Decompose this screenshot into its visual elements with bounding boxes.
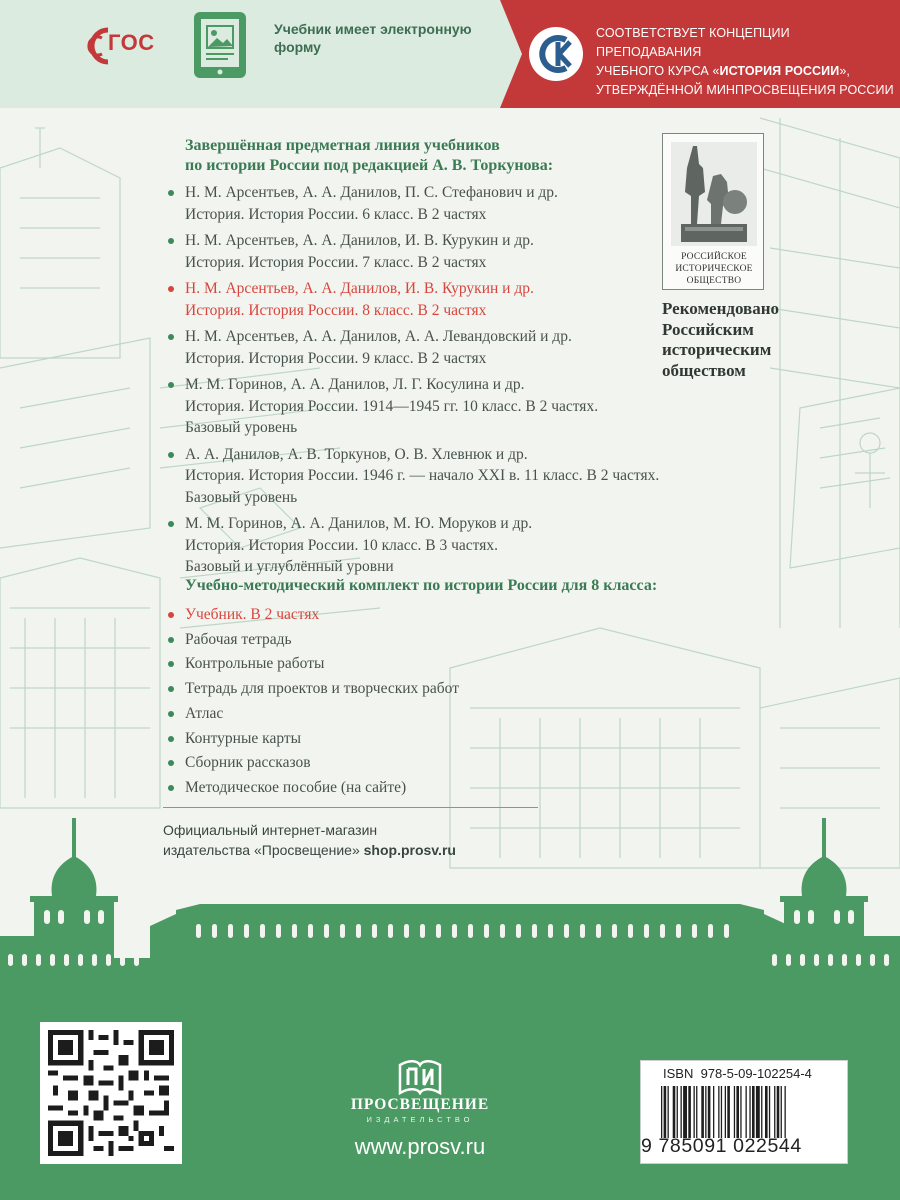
kit-item-current: Учебник. В 2 частях	[166, 603, 586, 628]
book-item: Н. М. Арсентьев, А. А. Данилов, А. А. Левандовский и др. История. История России. 9 класс. В 2 частях	[166, 326, 726, 369]
concept-line1: СООТВЕТСТВУЕТ КОНЦЕПЦИИ ПРЕПОДАВАНИЯ	[596, 26, 790, 59]
barcode-bar	[673, 1086, 676, 1138]
ik-logo-icon	[528, 26, 584, 82]
book-item: Н. М. Арсентьев, А. А. Данилов, П. С. Стефанович и др. История. История России. 6 класс. В 2 частях	[166, 182, 726, 225]
barcode-bar	[761, 1086, 762, 1138]
book-item: А. А. Данилов, А. В. Торкунов, О. В. Хлевнюк и др. История. История России. 1946 г. — начало XXI в. 11 класс. В 2 частях. Базовый уровень	[166, 444, 726, 509]
concept-line3: УТВЕРЖДЁННОЙ МИНПРОСВЕЩЕНИЯ РОССИИ	[596, 83, 894, 97]
kit-item: Методическое пособие (на сайте)	[166, 776, 586, 801]
barcode-bar	[708, 1086, 711, 1138]
bullet-icon	[168, 686, 174, 692]
barcode-bar	[781, 1086, 782, 1138]
bullet-icon	[168, 190, 174, 196]
barcode-bar	[661, 1086, 662, 1138]
bullet-icon	[168, 334, 174, 340]
book-item: М. М. Горинов, А. А. Данилов, М. Ю. Моруков и др. История. История России. 10 класс. В 3 частях. Базовый и углублённый уровни	[166, 513, 726, 578]
barcode-bar	[727, 1086, 730, 1138]
kit-item: Сборник рассказов	[166, 751, 586, 776]
book-item-current: Н. М. Арсентьев, А. А. Данилов, И. В. Курукин и др. История. История России. 8 класс. В 2 частях	[166, 278, 726, 321]
barcode-bar	[749, 1086, 750, 1138]
book-item: М. М. Горинов, А. А. Данилов, Л. Г. Косулина и др. История. История России. 1914—1945 гг. 10 класс. В 2 частях. Базовый уровень	[166, 374, 726, 439]
publisher-logo-icon	[390, 1055, 450, 1095]
skyline-silhouette	[0, 818, 900, 978]
barcode-bar	[746, 1086, 747, 1138]
barcode-bar	[752, 1086, 755, 1138]
series-intro-line2: по истории России под редакцией А. В. Торкунова:	[185, 157, 554, 174]
shop-line2: издательства «Просвещение» shop.prosv.ru	[163, 842, 456, 858]
bullet-icon	[168, 238, 174, 244]
kit-item: Рабочая тетрадь	[166, 628, 586, 653]
barcode-bar	[785, 1086, 786, 1138]
isbn-digits: 9 785091 022544	[641, 1135, 802, 1157]
publisher-name: ПРОСВЕЩЕНИЕ	[350, 1096, 490, 1113]
divider	[163, 807, 538, 808]
barcode-bar	[756, 1086, 760, 1138]
series-intro	[185, 136, 645, 176]
barcode-icon	[661, 1086, 845, 1138]
book-list	[166, 182, 726, 583]
book-item: Н. М. Арсентьев, А. А. Данилов, И. В. Курукин и др. История. История России. 7 класс. В 2 частях	[166, 230, 726, 273]
barcode-bar	[740, 1086, 741, 1138]
barcode-bar	[694, 1086, 695, 1138]
concept-text	[596, 24, 896, 100]
concept-line2: УЧЕБНОГО КУРСА «ИСТОРИЯ РОССИИ»,	[596, 64, 850, 78]
barcode-bar	[701, 1086, 704, 1138]
kit-list	[166, 603, 586, 801]
shop-line1: Официальный интернет-магазин	[163, 822, 378, 838]
panel-notch	[500, 0, 522, 108]
bullet-icon	[168, 661, 174, 667]
publisher-url-link[interactable]: www.prosv.ru	[354, 1134, 486, 1159]
publisher-subtitle: ИЗДАТЕЛЬСТВО	[366, 1115, 474, 1124]
barcode-bar	[718, 1086, 719, 1138]
kit-item: Атлас	[166, 702, 586, 727]
bullet-icon	[168, 382, 174, 388]
tablet-icon	[190, 10, 250, 80]
rio-badge	[662, 133, 764, 290]
kit-item: Тетрадь для проектов и творческих работ	[166, 677, 586, 702]
barcode-bar	[725, 1086, 726, 1138]
qr-code[interactable]	[40, 1022, 182, 1164]
barcode-bar	[734, 1086, 735, 1138]
bullet-icon	[168, 452, 174, 458]
barcode-bar	[664, 1086, 667, 1138]
barcode-bar	[765, 1086, 768, 1138]
barcode-bar	[683, 1086, 687, 1138]
barcode-bar	[777, 1086, 780, 1138]
barcode-bar	[677, 1086, 678, 1138]
barcode-bar	[774, 1086, 775, 1138]
barcode-bar	[736, 1086, 739, 1138]
bullet-icon	[168, 612, 174, 618]
barcode-bar	[696, 1086, 697, 1138]
barcode-bar	[705, 1086, 706, 1138]
bullet-icon	[168, 760, 174, 766]
barcode-bar	[681, 1086, 682, 1138]
series-intro-line1: Завершённая предметная линия учебников	[185, 137, 500, 154]
eform-text: Учебник имеет электронную форму	[274, 21, 472, 55]
rio-badge-name: РОССИЙСКОЕ ИСТОРИЧЕСКОЕ ОБЩЕСТВО	[675, 252, 753, 286]
qr-code-icon	[48, 1030, 174, 1156]
barcode-bar	[713, 1086, 714, 1138]
bullet-icon	[168, 711, 174, 717]
bullet-icon	[168, 521, 174, 527]
shop-url-link[interactable]: shop.prosv.ru	[363, 842, 456, 858]
rio-caption: Рекомендовано Российским историческим обществом	[662, 299, 780, 380]
isbn-barcode-box	[640, 1060, 848, 1164]
barcode-bar	[668, 1086, 669, 1138]
fgos-logo-text: ГОС	[108, 30, 155, 55]
barcode-bar	[721, 1086, 722, 1138]
kit-item: Контрольные работы	[166, 652, 586, 677]
barcode-bar	[769, 1086, 770, 1138]
isbn-line: ISBN 978-5-09-102254-4	[663, 1066, 812, 1081]
kit-heading: Учебно-методический комплект по истории России для 8 класса:	[185, 577, 658, 594]
bullet-icon	[168, 637, 174, 643]
bullet-icon	[168, 286, 174, 292]
bullet-icon	[168, 785, 174, 791]
bullet-icon	[168, 736, 174, 742]
barcode-bar	[688, 1086, 691, 1138]
kit-item: Контурные карты	[166, 727, 586, 752]
